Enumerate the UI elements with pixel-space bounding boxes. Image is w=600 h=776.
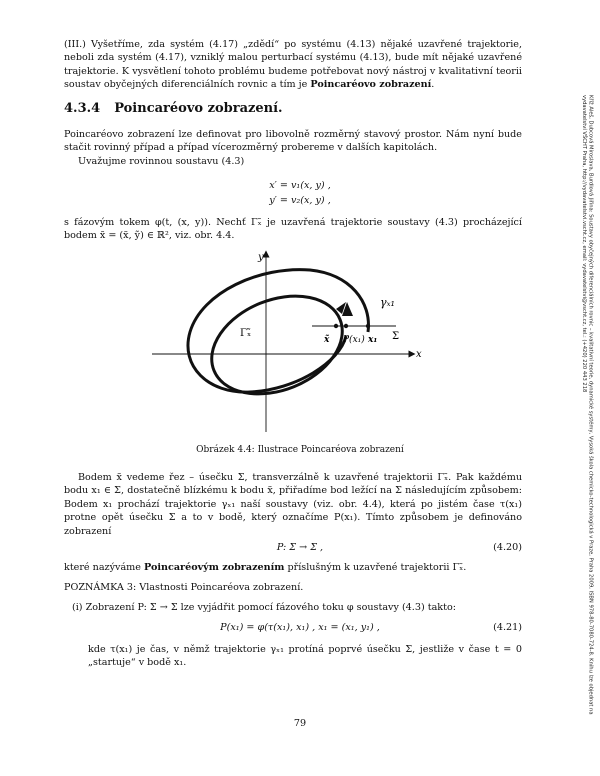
paragraph-naming xyxy=(64,561,522,574)
remark-item-i: (i) Zobrazení P: Σ → Σ lze vyjádřit pomocí fázového toku φ soustavy (4.3) takto: xyxy=(72,602,456,613)
intro-paragraph xyxy=(64,38,522,92)
equation-y: y′ = v₂(x, y) , xyxy=(269,195,331,206)
section-heading xyxy=(64,101,283,116)
naming-text-b: příslušným k uzavřené trajektorii Γₓ̃. xyxy=(287,562,467,573)
equation-poincare-map: P: Σ → Σ , xyxy=(276,542,324,553)
label-x: x xyxy=(416,349,422,360)
page-number: 79 xyxy=(293,718,307,729)
equation-x: x′ = v₁(x, y) , xyxy=(269,180,331,191)
paragraph-section-cut: Bodem x̃ vedeme řez – úsečku Σ, transverzálně k uzavřené trajektorii Γₓ̃. Pak každému bodu x₁ ∈ Σ, dostatečně blízkému k bodu x̃, přiřadíme bod ležící na Σ následujícím způsobem: Bodem x₁ prochází trajektorie γₓ₁ naší soustavy (viz. obr. 4.4), která po jistém čase τ(x₁) protne opět úsečku Σ a to v bodě, který označíme P(x₁). Tímto způsobem je definováno zobrazení xyxy=(64,472,522,537)
label-P: P(x₁) xyxy=(343,335,365,345)
intro-text: (III.) Vyšetříme, zda systém (4.17) „zdědí“ po systému (4.13) nějaké uzavřené trajektorie, neboli zda systém (4.17), vzniklý malou perturbací systému (4.13), bude mít nějaké uzavřené trajektorie. K vysvětlení tohoto problému budeme potřebovat nový nástroj v kvalitativní teorii soustav obyčejných diferenciálních rovnic a tím je xyxy=(64,39,522,91)
naming-text-a: které nazýváme xyxy=(64,562,141,573)
label-sigma: Σ xyxy=(392,331,400,342)
equation-number-4-21: (4.21) xyxy=(493,622,522,633)
figure-poincare xyxy=(140,244,440,440)
section-title: Poincaréovo zobrazení. xyxy=(114,101,283,116)
label-y: y xyxy=(258,252,264,263)
equation-poincare-flow: P(x₁) = φ(τ(x₁), x₁) , x₁ = (x₁, y₁) , xyxy=(220,622,380,633)
paragraph-flow: s fázovým tokem φ(t, (x, y)). Nechť Γₓ̃ je uzavřená trajektorie soustavy (4.3) procházející bodem x̃ = (x̃, ỹ) ∈ ℝ², viz. obr. 4.4. xyxy=(64,217,522,242)
point-x-tilde xyxy=(334,324,338,328)
remark-heading: POZNÁMKA 3: Vlastnosti Poincaréova zobrazení. xyxy=(64,582,304,593)
figure-caption: Obrázek 4.4: Ilustrace Poincaréova zobrazení xyxy=(196,445,404,455)
intro-bold-term: Poincaréovo zobrazení xyxy=(310,79,432,91)
point-x1 xyxy=(366,324,370,328)
paragraph-consider: Uvažujme rovinnou soustavu (4.3) xyxy=(78,156,245,167)
section-number: 4.3.4 xyxy=(64,101,101,116)
closed-orbit xyxy=(197,278,357,412)
sidebar-citation: Kříž Aleš, Dubcová Miroslava, Burdlová Jiřina: Soustavy obyčejných diferenciálních rovnic – kvalitativní teorie, dynamické systémy, Vysoká škola chemicko-technologická v Praze, Praha 2009, ISBN 978-80-7080-724-8. Knihu lze objednat na vydavatelství VŠCHT Praha, http://vydavatelstvi.vscht.cz, email: vydavatelstvi@vscht.cz, tel.: (+420) 220 443 218 xyxy=(580,95,594,715)
intro-end: . xyxy=(431,79,435,91)
label-gamma-tilde: Γₓ̃ xyxy=(240,328,252,339)
remark-item-i-explanation: kde τ(x₁) je čas, v němž trajektorie γₓ₁ protíná poprvé úsečku Σ, jestliže v čase t = 0 „startuje“ v bodě x₁. xyxy=(88,644,522,669)
label-gamma-x1: γₓ₁ xyxy=(380,296,395,309)
paragraph-definition: Poincaréovo zobrazení lze definovat pro libovolně rozměrný stavový prostor. Nám nyní bude stačit rovinný případ a případ vícerozměrný probereme v dalších kapitolách. xyxy=(64,129,522,154)
label-x1: x₁ xyxy=(368,335,378,345)
point-P xyxy=(344,324,348,328)
equation-number-4-20: (4.20) xyxy=(493,542,522,553)
label-x-tilde: x̃ xyxy=(324,335,330,345)
naming-bold-term: Poincaréovým zobrazením xyxy=(144,562,285,573)
